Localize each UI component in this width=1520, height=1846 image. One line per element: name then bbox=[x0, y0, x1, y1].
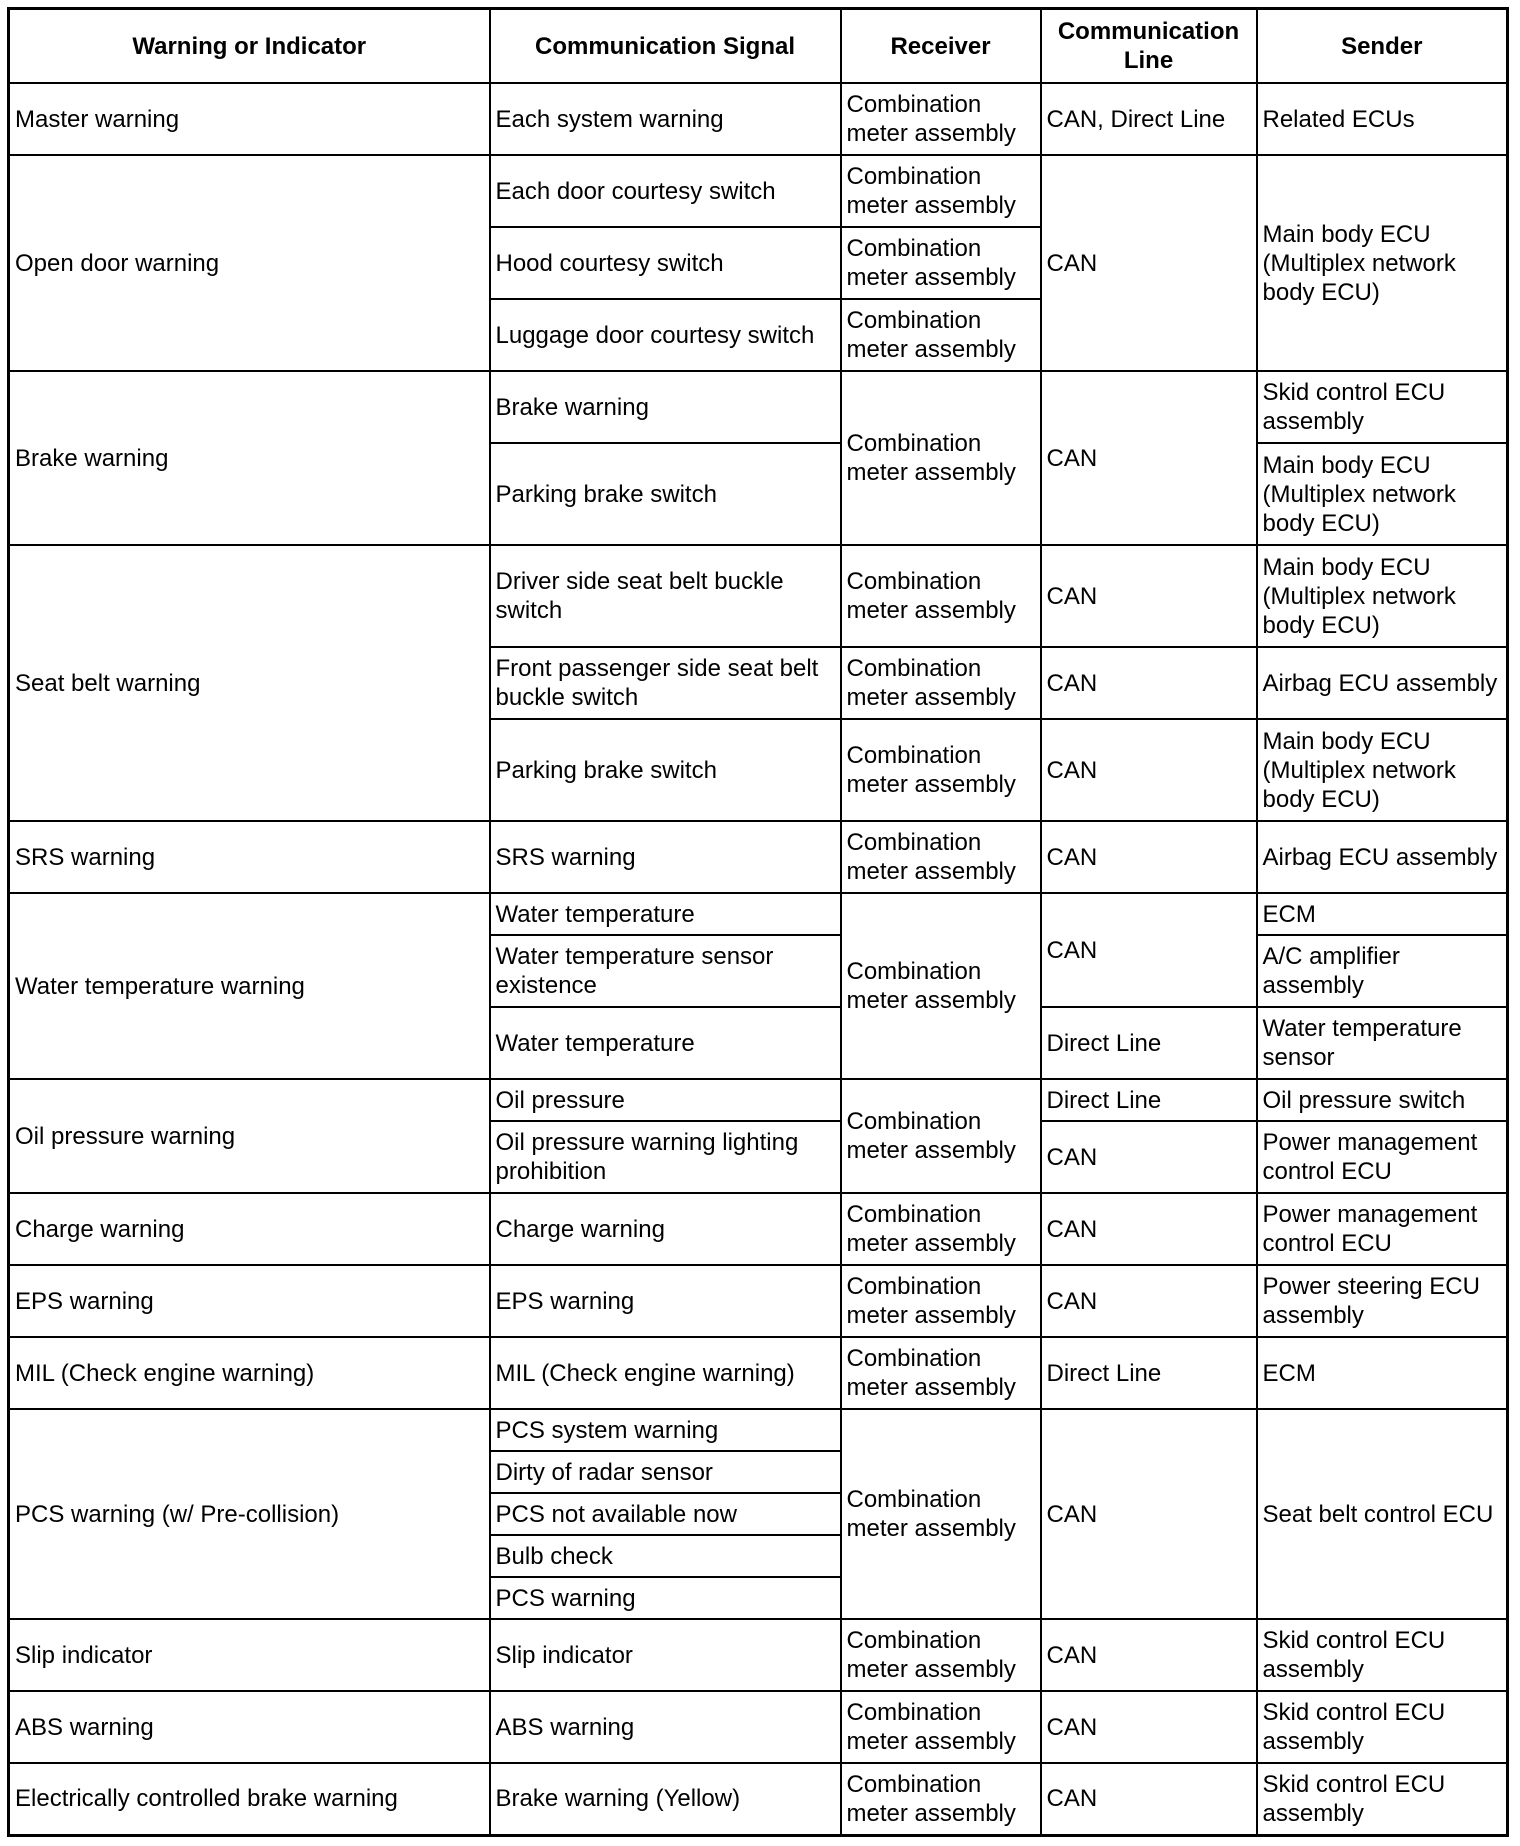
cell-warning: PCS warning (w/ Pre-collision) bbox=[9, 1409, 490, 1619]
cell-line: Direct Line bbox=[1041, 1007, 1257, 1079]
cell-warning: Slip indicator bbox=[9, 1619, 490, 1691]
cell-warning: EPS warning bbox=[9, 1265, 490, 1337]
cell-receiver: Combination meter assembly bbox=[841, 371, 1041, 545]
cell-line: CAN bbox=[1041, 1265, 1257, 1337]
table-row bbox=[9, 1193, 1508, 1265]
cell-receiver: Combination meter assembly bbox=[841, 1409, 1041, 1619]
cell-line: CAN bbox=[1041, 1691, 1257, 1763]
cell-signal: Luggage door courtesy switch bbox=[490, 299, 841, 371]
cell-sender: Water temperature sensor bbox=[1257, 1007, 1508, 1079]
cell-receiver: Combination meter assembly bbox=[841, 1337, 1041, 1409]
header-row bbox=[9, 9, 1508, 84]
cell-line: CAN bbox=[1041, 893, 1257, 1007]
cell-signal: Slip indicator bbox=[490, 1619, 841, 1691]
cell-signal: MIL (Check engine warning) bbox=[490, 1337, 841, 1409]
cell-warning: MIL (Check engine warning) bbox=[9, 1337, 490, 1409]
table-row bbox=[9, 155, 1508, 227]
cell-signal: PCS system warning bbox=[490, 1409, 841, 1451]
cell-sender: Airbag ECU assembly bbox=[1257, 821, 1508, 893]
cell-line: CAN bbox=[1041, 821, 1257, 893]
cell-sender: Power steering ECU assembly bbox=[1257, 1265, 1508, 1337]
cell-sender: Main body ECU (Multiplex network body ECU) bbox=[1257, 443, 1508, 545]
cell-receiver: Combination meter assembly bbox=[841, 227, 1041, 299]
communication-table bbox=[7, 7, 1509, 1837]
cell-receiver: Combination meter assembly bbox=[841, 893, 1041, 1079]
cell-line: CAN bbox=[1041, 545, 1257, 647]
cell-sender: Airbag ECU assembly bbox=[1257, 647, 1508, 719]
cell-sender: A/C amplifier assembly bbox=[1257, 935, 1508, 1007]
cell-warning: Oil pressure warning bbox=[9, 1079, 490, 1193]
cell-signal: Water temperature bbox=[490, 893, 841, 935]
cell-line: CAN bbox=[1041, 1763, 1257, 1835]
cell-receiver: Combination meter assembly bbox=[841, 1691, 1041, 1763]
cell-sender: Main body ECU (Multiplex network body ECU) bbox=[1257, 155, 1508, 371]
cell-signal: Water temperature sensor existence bbox=[490, 935, 841, 1007]
cell-line: Direct Line bbox=[1041, 1079, 1257, 1121]
cell-warning: Open door warning bbox=[9, 155, 490, 371]
cell-sender: Skid control ECU assembly bbox=[1257, 371, 1508, 443]
cell-signal: EPS warning bbox=[490, 1265, 841, 1337]
cell-sender: Related ECUs bbox=[1257, 83, 1508, 155]
cell-sender: Main body ECU (Multiplex network body ECU) bbox=[1257, 545, 1508, 647]
cell-line: CAN bbox=[1041, 1619, 1257, 1691]
cell-signal: SRS warning bbox=[490, 821, 841, 893]
cell-line: CAN bbox=[1041, 719, 1257, 821]
cell-warning: SRS warning bbox=[9, 821, 490, 893]
cell-warning: Electrically controlled brake warning bbox=[9, 1763, 490, 1835]
cell-sender: Power management control ECU bbox=[1257, 1121, 1508, 1193]
header-line: Communication Line bbox=[1041, 9, 1257, 84]
cell-signal: Charge warning bbox=[490, 1193, 841, 1265]
cell-signal: Each door courtesy switch bbox=[490, 155, 841, 227]
cell-line: CAN bbox=[1041, 647, 1257, 719]
table-row bbox=[9, 821, 1508, 893]
cell-signal: PCS not available now bbox=[490, 1493, 841, 1535]
table-row bbox=[9, 1763, 1508, 1835]
cell-signal: Hood courtesy switch bbox=[490, 227, 841, 299]
cell-receiver: Combination meter assembly bbox=[841, 545, 1041, 647]
cell-signal: Water temperature bbox=[490, 1007, 841, 1079]
cell-signal: Driver side seat belt buckle switch bbox=[490, 545, 841, 647]
cell-signal: Brake warning (Yellow) bbox=[490, 1763, 841, 1835]
cell-line: Direct Line bbox=[1041, 1337, 1257, 1409]
cell-signal: PCS warning bbox=[490, 1577, 841, 1619]
cell-line: CAN bbox=[1041, 1409, 1257, 1619]
cell-receiver: Combination meter assembly bbox=[841, 83, 1041, 155]
table-row bbox=[9, 371, 1508, 443]
cell-receiver: Combination meter assembly bbox=[841, 155, 1041, 227]
cell-warning: ABS warning bbox=[9, 1691, 490, 1763]
cell-signal: Parking brake switch bbox=[490, 719, 841, 821]
table-row bbox=[9, 83, 1508, 155]
cell-signal: Dirty of radar sensor bbox=[490, 1451, 841, 1493]
cell-signal: Bulb check bbox=[490, 1535, 841, 1577]
cell-sender: ECM bbox=[1257, 893, 1508, 935]
cell-sender: Seat belt control ECU bbox=[1257, 1409, 1508, 1619]
cell-signal: ABS warning bbox=[490, 1691, 841, 1763]
cell-receiver: Combination meter assembly bbox=[841, 647, 1041, 719]
cell-receiver: Combination meter assembly bbox=[841, 1619, 1041, 1691]
table-row bbox=[9, 545, 1508, 647]
cell-signal: Each system warning bbox=[490, 83, 841, 155]
cell-receiver: Combination meter assembly bbox=[841, 821, 1041, 893]
cell-line: CAN, Direct Line bbox=[1041, 83, 1257, 155]
cell-signal: Front passenger side seat belt buckle switch bbox=[490, 647, 841, 719]
cell-line: CAN bbox=[1041, 371, 1257, 545]
table-row bbox=[9, 1619, 1508, 1691]
table-row bbox=[9, 1337, 1508, 1409]
cell-warning: Charge warning bbox=[9, 1193, 490, 1265]
table-row bbox=[9, 1691, 1508, 1763]
header-signal: Communication Signal bbox=[490, 9, 841, 84]
cell-receiver: Combination meter assembly bbox=[841, 299, 1041, 371]
header-warning: Warning or Indicator bbox=[9, 9, 490, 84]
header-receiver: Receiver bbox=[841, 9, 1041, 84]
cell-sender: Skid control ECU assembly bbox=[1257, 1763, 1508, 1835]
cell-sender: Skid control ECU assembly bbox=[1257, 1619, 1508, 1691]
cell-line: CAN bbox=[1041, 1193, 1257, 1265]
table-row bbox=[9, 893, 1508, 935]
cell-signal: Brake warning bbox=[490, 371, 841, 443]
header-sender: Sender bbox=[1257, 9, 1508, 84]
cell-signal: Oil pressure bbox=[490, 1079, 841, 1121]
cell-signal: Oil pressure warning lighting prohibition bbox=[490, 1121, 841, 1193]
cell-warning: Seat belt warning bbox=[9, 545, 490, 821]
cell-signal: Parking brake switch bbox=[490, 443, 841, 545]
cell-line: CAN bbox=[1041, 1121, 1257, 1193]
cell-receiver: Combination meter assembly bbox=[841, 1763, 1041, 1835]
cell-sender: Main body ECU (Multiplex network body ECU) bbox=[1257, 719, 1508, 821]
cell-sender: Skid control ECU assembly bbox=[1257, 1691, 1508, 1763]
cell-receiver: Combination meter assembly bbox=[841, 1079, 1041, 1193]
table-row bbox=[9, 1079, 1508, 1121]
cell-warning: Master warning bbox=[9, 83, 490, 155]
table-row bbox=[9, 1409, 1508, 1451]
table-row bbox=[9, 1265, 1508, 1337]
cell-warning: Water temperature warning bbox=[9, 893, 490, 1079]
cell-receiver: Combination meter assembly bbox=[841, 1265, 1041, 1337]
cell-receiver: Combination meter assembly bbox=[841, 1193, 1041, 1265]
cell-sender: ECM bbox=[1257, 1337, 1508, 1409]
cell-receiver: Combination meter assembly bbox=[841, 719, 1041, 821]
cell-sender: Power management control ECU bbox=[1257, 1193, 1508, 1265]
cell-sender: Oil pressure switch bbox=[1257, 1079, 1508, 1121]
cell-line: CAN bbox=[1041, 155, 1257, 371]
cell-warning: Brake warning bbox=[9, 371, 490, 545]
